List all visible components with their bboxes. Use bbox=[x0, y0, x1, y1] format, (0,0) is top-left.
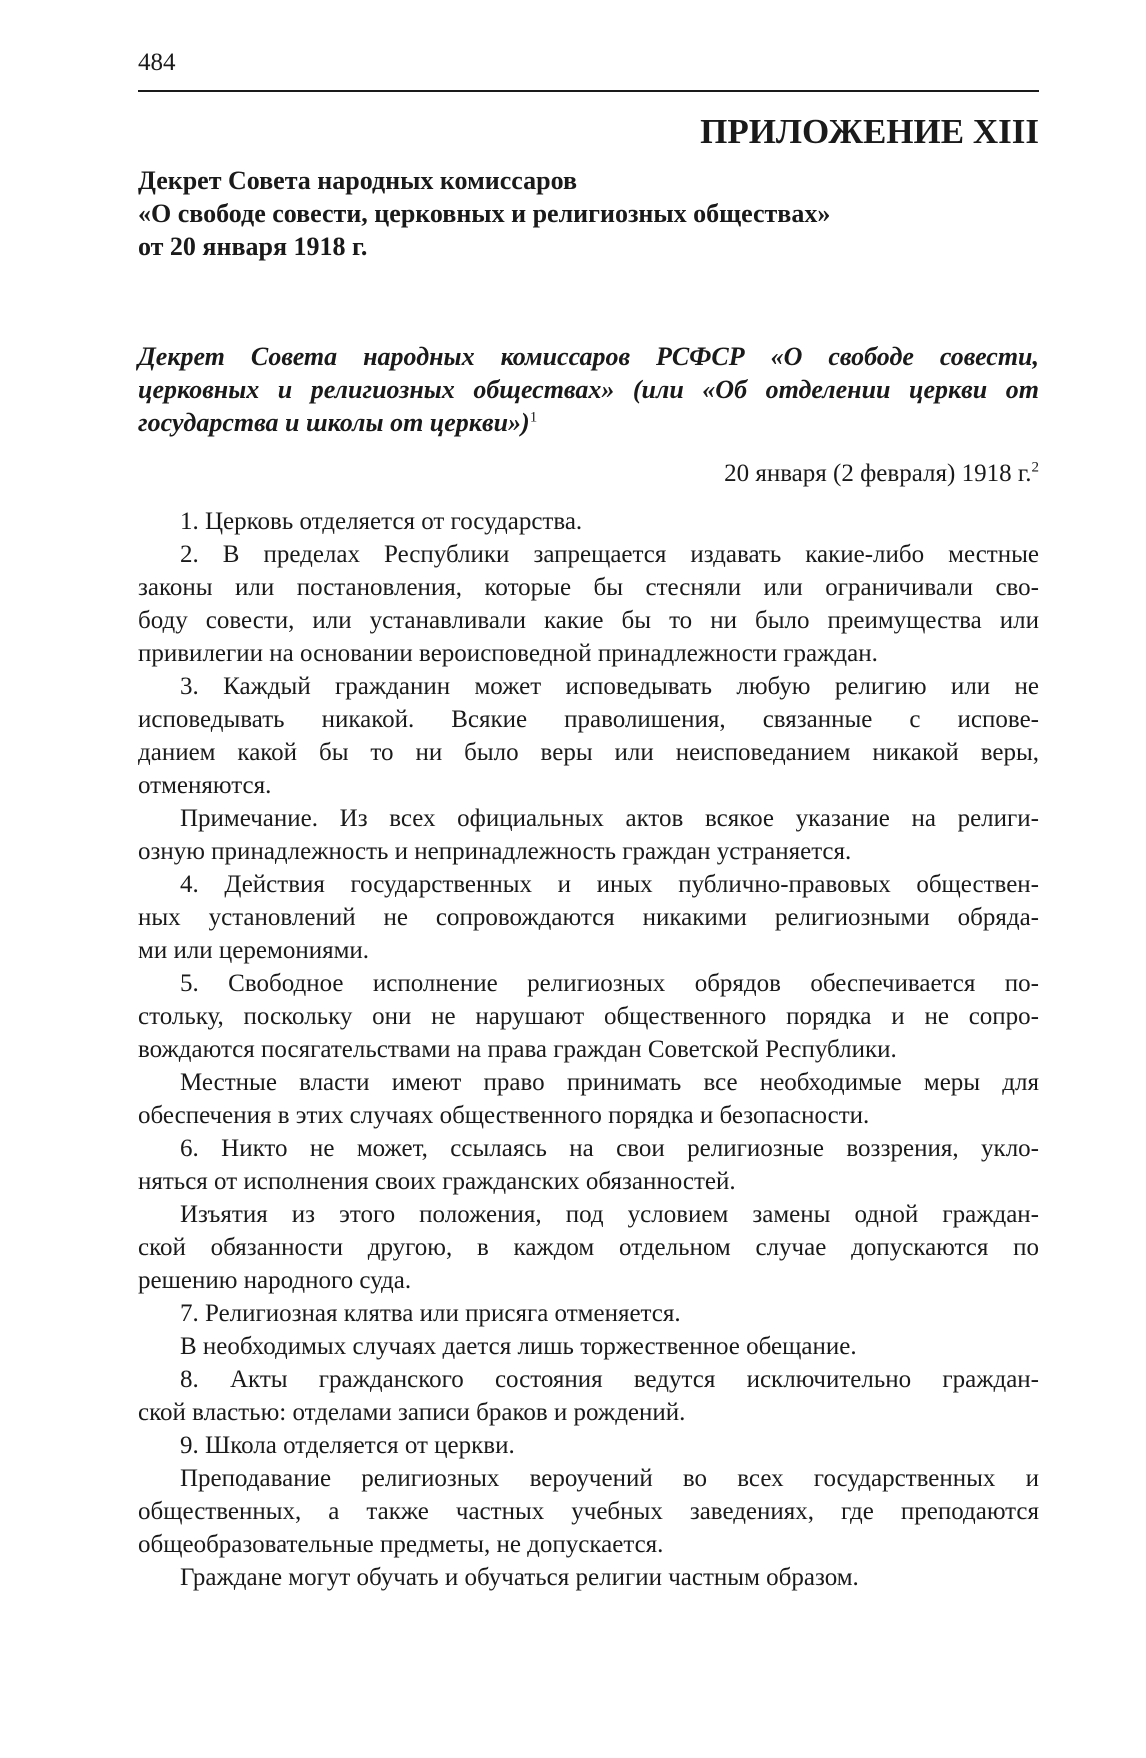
text-line: 2. В пределах Республики запрещается издавать какие-либо местные bbox=[180, 541, 1039, 568]
text-line: общественных, а также частных учебных заведениях, где преподаются bbox=[138, 1498, 1039, 1525]
subheading-line-last bbox=[138, 406, 1039, 439]
subheading-line: государства и школы от церкви») bbox=[138, 408, 530, 437]
text-line: 8. Акты гражданского состояния ведутся исключительно граждан- bbox=[180, 1366, 1039, 1393]
paragraph bbox=[138, 1561, 1039, 1594]
paragraph bbox=[138, 505, 1039, 538]
paragraph bbox=[138, 967, 1039, 1066]
paragraph bbox=[138, 670, 1039, 802]
text-line: вождаются посягательствами на права граждан Советской Республики. bbox=[138, 1036, 897, 1063]
text-line: 1. Церковь отделяется от государства. bbox=[180, 508, 583, 535]
paragraph bbox=[138, 868, 1039, 967]
paragraph bbox=[138, 1462, 1039, 1561]
header-rule bbox=[138, 90, 1039, 92]
text-line: В необходимых случаях дается лишь торжественное обещание. bbox=[180, 1333, 857, 1360]
heading-line: «О свободе совести, церковных и религиозных обществах» bbox=[138, 199, 831, 228]
subheading-line: Декрет Совета народных комиссаров РСФСР «О свободе совести, bbox=[138, 342, 1039, 371]
text-line: няться от исполнения своих гражданских обязанностей. bbox=[138, 1168, 736, 1195]
paragraph bbox=[138, 1198, 1039, 1297]
paragraph bbox=[138, 1297, 1039, 1330]
paragraph bbox=[138, 1330, 1039, 1363]
text-line: Примечание. Из всех официальных актов всякое указание на религи- bbox=[180, 805, 1039, 832]
paragraph bbox=[138, 1132, 1039, 1198]
text-line: ской обязанности другою, в каждом отдельном случае допускаются по bbox=[138, 1234, 1039, 1261]
text-line: 7. Религиозная клятва или присяга отменяется. bbox=[180, 1300, 681, 1327]
date-text: 20 января (2 февраля) 1918 г. bbox=[724, 460, 1032, 487]
heading-line: от 20 января 1918 г. bbox=[138, 232, 368, 261]
text-line: стольку, поскольку они не нарушают общественного порядка и не сопро- bbox=[138, 1003, 1039, 1030]
footnote-marker: 1 bbox=[529, 409, 538, 426]
text-line: 9. Школа отделяется от церкви. bbox=[180, 1432, 515, 1459]
text-line: ми или церемониями. bbox=[138, 937, 370, 964]
paragraph bbox=[138, 802, 1039, 868]
appendix-title: ПРИЛОЖЕНИЕ XIII bbox=[700, 112, 1039, 151]
page-number: 484 bbox=[138, 49, 176, 76]
text-line: Местные власти имеют право принимать все необходимые меры для bbox=[180, 1069, 1039, 1096]
text-line: ных установлений не сопровождаются никакими религиозными обряда- bbox=[138, 904, 1039, 931]
paragraph bbox=[138, 1429, 1039, 1462]
footnote-marker: 2 bbox=[1031, 459, 1039, 476]
text-line: Преподавание религиозных вероучений во всех государственных и bbox=[180, 1465, 1039, 1492]
text-line: данием какой бы то ни было веры или неисповеданием никакой веры, bbox=[138, 739, 1039, 766]
document-heading bbox=[138, 164, 1039, 263]
paragraph bbox=[138, 1066, 1039, 1132]
paragraph bbox=[138, 1363, 1039, 1429]
text-line: общеобразовательные предметы, не допускается. bbox=[138, 1531, 664, 1558]
text-line: привилегии на основании вероисповедной принадлежности граждан. bbox=[138, 640, 878, 667]
text-line: отменяются. bbox=[138, 772, 272, 799]
body-text bbox=[138, 505, 1039, 1594]
text-line: боду совести, или устанавливали какие бы то ни было преимущества или bbox=[138, 607, 1039, 634]
paragraph bbox=[138, 538, 1039, 670]
text-line: обеспечения в этих случаях общественного порядка и безопасности. bbox=[138, 1102, 870, 1129]
decree-subheading bbox=[138, 340, 1039, 439]
text-line: исповедывать никакой. Всякие праволишения, связанные с испове- bbox=[138, 706, 1039, 733]
text-line: Изъятия из этого положения, под условием замены одной граждан- bbox=[180, 1201, 1039, 1228]
subheading-line: церковных и религиозных обществах» (или «Об отделении церкви от bbox=[138, 375, 1039, 404]
text-line: озную принадлежность и непринадлежность граждан устраняется. bbox=[138, 838, 852, 865]
text-line: Граждане могут обучать и обучаться религии частным образом. bbox=[180, 1564, 859, 1591]
text-line: 5. Свободное исполнение религиозных обрядов обеспечивается по- bbox=[180, 970, 1039, 997]
text-line: 6. Никто не может, ссылаясь на свои религиозные воззрения, укло- bbox=[180, 1135, 1039, 1162]
text-line: законы или постановления, которые бы стесняли или ограничивали сво- bbox=[138, 574, 1039, 601]
decree-date bbox=[138, 457, 1039, 490]
text-line: 3. Каждый гражданин может исповедывать любую религию или не bbox=[180, 673, 1039, 700]
heading-line: Декрет Совета народных комиссаров bbox=[138, 166, 578, 195]
text-line: 4. Действия государственных и иных публично-правовых обществен- bbox=[180, 871, 1039, 898]
text-line: решению народного суда. bbox=[138, 1267, 412, 1294]
text-line: ской властью: отделами записи браков и рождений. bbox=[138, 1399, 686, 1426]
